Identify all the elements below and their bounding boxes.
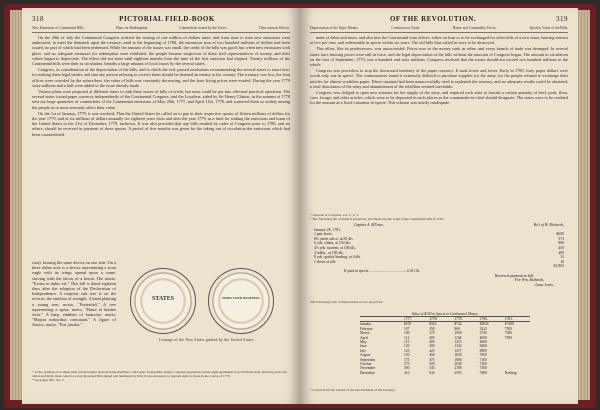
bill-amount: 10: [560, 259, 564, 264]
page-number: 318: [32, 15, 44, 23]
table-cell: 2593: [454, 370, 462, 375]
table-cell: 375: [429, 331, 435, 336]
bill-signer: Isaac Jones.: [535, 282, 554, 287]
table-cell: May: [360, 340, 367, 345]
paragraph: Various plans were proposed at different times to sink these issues of bills of credit, but none could be put into effectual practical operation. The several states issued paper currency independently of the Continental Congress; and the Loyalists, aided by Sir Henry Clinton, in the autumn of 1778 sent out large quantities of counterfeits of the Continental emissions of May 20th, 1777, and April 11th, 1778, and scattered them so widely among the people as to most seriously affect their value.: [32, 89, 290, 110]
left-running-header: [32, 14, 290, 24]
bill-amount: 450: [558, 245, 564, 250]
table-cell: 350: [429, 326, 435, 331]
table-cell: 115: [404, 340, 410, 345]
table-cell: Nothing: [504, 370, 517, 375]
table-column-header: [360, 317, 404, 321]
table-cell: 300: [404, 366, 410, 371]
table-cell: 400: [429, 344, 435, 349]
table-cell: June: [360, 344, 367, 349]
table-column-header: 1780.: [479, 317, 488, 321]
footnote: * Journals of Congress, vol. v., p. 5.: [310, 213, 359, 217]
paragraph: Congress was powerless to stop the downward tendency of the paper currency. It sunk lower and lower. Early in 1780, forty paper dollars were worth only one in specie. The commissaries found it extremely difficult to purchase supplies for the army, for the people refused to exchange their articles for almost worthless paper. Direct taxation had been unsuccessfully tried to replenish the treasury, and no adequate results could be obtained; a total dissolution of the army and abandonment of the rebellion seemed inevitable.: [310, 68, 568, 89]
table-cell: 275: [404, 362, 410, 367]
table-cell: 7200: [479, 362, 487, 367]
table-cell: 400: [429, 340, 435, 345]
table-column-header: 1778.: [429, 317, 438, 321]
table-cell: 2308: [454, 366, 462, 371]
bill-item: January 26, 1781.: [314, 227, 341, 232]
bill-signer-row: [314, 283, 564, 288]
subhead: Counterfeits issued by the Tories.: [179, 26, 228, 30]
depreciation-heading: The following scale of depreciation is now preserved:: [310, 300, 383, 304]
left-footnotes: [32, 370, 290, 382]
table-cell: 6900: [479, 348, 487, 353]
table-cell: November: [360, 366, 376, 371]
table-cell: 7100: [479, 357, 487, 362]
page-edges-right: [576, 10, 590, 400]
coin-obverse-image: [130, 268, 196, 334]
right-page: [300, 8, 578, 404]
depreciation-table: [360, 312, 530, 375]
footnote: * The following bill of items is preserved, and illustrates the value of the Continental bills in 1781:: [310, 217, 445, 221]
subhead: Confusion in Trade.: [391, 26, 421, 30]
paragraph: Congress, in consideration of the depreciation of the bills, and to check the evil, passed resolutions recommending the several states to enact laws for making them legal tender, and that any person refusing to receive them should be deemed an enemy to his country. The treasury was low, the loan offices were crowded by the subscribers, the value of bills was constantly decreasing, and the laws fixing prices were evaded. During the year 1779 sixty millions and a half were added to the issue already made.: [32, 67, 290, 88]
table-cell: 7300: [479, 366, 487, 371]
page-number: 319: [555, 15, 568, 23]
table-cell: 500: [429, 362, 435, 367]
bill-item: 1 skein of silk: [314, 259, 336, 264]
subhead: Plans for Redemption.: [115, 26, 149, 30]
bill-paid-line: If paid in specie.........................................£18 10s.: [344, 268, 421, 273]
table-cell: October: [360, 362, 372, 367]
footnote: * At the opening of so many bills would require more than the members could spare from public duties, Congress appointed twenty-eight gentlemen to perform the duty, allowing each one dollar and thirty-three cents for every thousand bills signed and numbered by him. It was necessary to appoint eight or more in the course of 1776.: [32, 370, 287, 378]
table-cell: 1630: [454, 353, 462, 358]
bill-header-right: Bo't of W. Richards,: [533, 223, 564, 227]
table-cell: 1104: [454, 335, 462, 340]
bill-amount: $600: [556, 232, 564, 237]
coin-reverse-image: [208, 268, 274, 334]
table-cell: December: [360, 370, 375, 375]
table-cell: 7400: [479, 370, 487, 375]
table-column-header: 1781.: [504, 317, 513, 321]
bill-item: 6 yds. chintz, at 150 dls.: [314, 241, 351, 246]
bill-item: 6¾ yards calico, at 85 dls.: [314, 236, 354, 241]
coin-label: MIND YOUR BUSINESS: [222, 296, 260, 300]
table-cell: 7000: [479, 353, 487, 358]
right-footnotes: [310, 213, 568, 221]
table-cell: 1342: [454, 344, 462, 349]
table-cell: July: [360, 348, 366, 353]
table-cell: 150: [404, 353, 410, 358]
right-running-header: [310, 14, 568, 24]
table-note: * Copied from the Journal of the late President of the Treasury.: [310, 388, 396, 392]
left-body-text: [32, 35, 290, 257]
bill-rows: [314, 228, 564, 265]
bill-item: 8 yds. quality binding, at 4 dls.: [314, 255, 361, 260]
table-cell: 1477: [454, 348, 462, 353]
running-title: PICTORIAL FIELD-BOOK: [119, 15, 215, 23]
subhead: Their ruinous Effects.: [258, 26, 290, 30]
table-cell: 4600: [479, 340, 487, 345]
table-cell: 310: [404, 370, 410, 375]
subhead: Depreciation of the Paper Money.: [310, 26, 359, 30]
paragraph: ment of debts and taxes, and also into the Continental loan offices, either on loan or to be exchanged for other bills of a new tenor, bearing interest at five per cent, and redeemable in specie within six years. The old bills thus called in were to be destroyed.: [310, 35, 568, 46]
bill-total: $2,965: [553, 264, 564, 269]
left-subheads: [32, 26, 290, 33]
table-cell: $742: [454, 322, 462, 327]
subhead: Barter and Commodity Prices.: [452, 26, 497, 30]
table-body: [360, 322, 530, 375]
table-cell: 7500: [504, 331, 512, 336]
table-cell: 107: [404, 326, 410, 331]
table-cell: 545: [429, 366, 435, 371]
paragraph: This effort, like its predecessors, was unsuccessful. Prices rose as the money sunk in value, and every branch of trade was deranged. In several states laws limiting prices were still in force, and the legal depreciation of the bills without the sanction of Congress began. The amount in circulation on the first of September, 1779, was a hundred and sixty millions. Congress resolved that the issues should not exceed two hundred millions in the whole.: [310, 46, 568, 68]
table-column-header: 1777.: [404, 317, 413, 321]
table-cell: 120: [404, 344, 410, 349]
table-cell: 450: [429, 353, 435, 358]
bill-item: 4½ yds. moreen, at 100 dls.: [314, 245, 356, 250]
paragraph: On the 29th of July the Continental Congress ordered the issuing of one million of dollars more, and from time to time new emissions were authorized, to meet the demands upon the treasury, until at the beginning of 1780, the enormous sum of two hundred millions of dollars had been issued, no part of which had been redeemed. While the amount of the issues was small, the credit of the bills was good; but when new emissions took place, and no adequate measures for redemption were exhibited, the people became suspicious of these frail representatives of money, and their values began to depreciate. The effect did not enter until eighteen months from the time of the first emission had elapsed. Twenty millions of the Continental bills were then in circulation, besides a large amount of local issues by the several states.: [32, 35, 290, 67]
table-cell: $325: [429, 322, 437, 327]
bill-amount: 400: [558, 250, 564, 255]
table-cell: 400: [429, 335, 435, 340]
bill-amount: 900: [558, 241, 564, 246]
table-cell: 425: [429, 348, 435, 353]
table-cell: $105: [404, 322, 412, 327]
figure-caption: Coinage of the New States guided by the United States.: [158, 338, 256, 342]
paragraph: On the 1st of January, 1779, it was resolved, That the United States be called on to pay in their respective quotas of fifteen millions of dollars for the year 1779, and of six millions of dollars annually for eighteen years from and after the year 1779, as a fund for sinking the emissions and loans of the United States to the 31st of December, 1779, inclusive. It was also provided that any bills emitted by order of Congress prior to 1780, and no others, should be received in payment of these quotas. A period of five months was given for the taking out of circulation the emissions which had been counterfeited.: [32, 110, 290, 137]
table-cell: January: [360, 322, 372, 327]
table-cell: August: [360, 353, 371, 358]
bill-header-left: Captain A. M'Lane,: [354, 223, 384, 227]
bill-amount: 573: [558, 236, 564, 241]
subhead: Specific Value of the Bills.: [529, 26, 568, 30]
table-cell: $7400: [504, 322, 514, 327]
table-cell: 1000: [454, 331, 462, 336]
table-cell: February: [360, 326, 373, 331]
table-title: Value of $100 in Specie in Continental Money.: [411, 312, 479, 316]
table-cell: 1215: [454, 340, 462, 345]
bill-of-items: [314, 223, 564, 287]
table-cell: 2030: [454, 362, 462, 367]
table-cell: September: [360, 357, 376, 362]
side-column-text: sion), bearing the same device on one side. On a three dollar note is a device representing a stout eagle with its wings spread upon a crane, striving with the talons of a heron. The motto, "Exitus in dubio est." This bill is dated eighteen days after the adoption of the Declaration of Independence. A majestic oak tree is on the reverse, the emblem of strength. A hand planting a young tree, motto, "Posteritati." A tree representing a spear; motto, "Hasta in lumine vires." A harp, emblem of harmony; motto, "Majora minoribus consonant." A figure of Justice, motto, "Fiat justitia.": [32, 260, 116, 328]
table-cell: 7500: [504, 326, 512, 331]
table-cell: 475: [429, 357, 435, 362]
coin-label: STATES: [151, 296, 175, 302]
table-cell: 3322: [479, 326, 487, 331]
table-column-header: 1779.: [454, 317, 463, 321]
subhead: New Emissions of Continental Bills.: [32, 26, 85, 30]
table-cell: 125: [404, 348, 410, 353]
table-row: [360, 371, 530, 375]
table-cell: 634: [429, 370, 435, 375]
bill-amount: 32: [560, 255, 564, 260]
table-cell: 1800: [454, 357, 462, 362]
paragraph: Congress was obliged to open new avenues for the supply of the army, and required each state to furnish a certain quantity of beef, pork, flour, corn, forage, and other articles, which were to be deposited in such places as the commander-in-chief should designate. The states were to be credited for the amount at a fixed valuation in specie. This scheme was utterly inadequate.: [310, 90, 568, 106]
bill-item: 4 hdkfs., at 100 dls.: [314, 250, 344, 255]
table-cell: 868: [454, 326, 460, 331]
table-cell: March: [360, 331, 370, 336]
table-cell: April: [360, 335, 368, 340]
running-title: OF THE REVOLUTION.: [389, 15, 477, 23]
left-page: [22, 8, 300, 404]
right-body-text: [310, 35, 568, 211]
table-cell: 4000: [479, 335, 487, 340]
table-cell: 7500: [504, 335, 512, 340]
table-cell: 3736: [479, 331, 487, 336]
bill-signed: For Wm. Richards,: [515, 278, 544, 283]
table-cell: 175: [404, 357, 410, 362]
bill-item: 1 pair boots: [314, 232, 332, 237]
table-cell: 112: [404, 335, 410, 340]
coin-illustration: [122, 266, 282, 334]
bill-received: Received payment in full,: [494, 273, 534, 278]
footnote: * See pages 405, Vol. 2.: [32, 378, 65, 382]
right-subheads: [310, 26, 568, 33]
table-cell: 6400: [479, 344, 487, 349]
table-cell: $2934: [479, 322, 489, 327]
table-cell: 109: [404, 331, 410, 336]
